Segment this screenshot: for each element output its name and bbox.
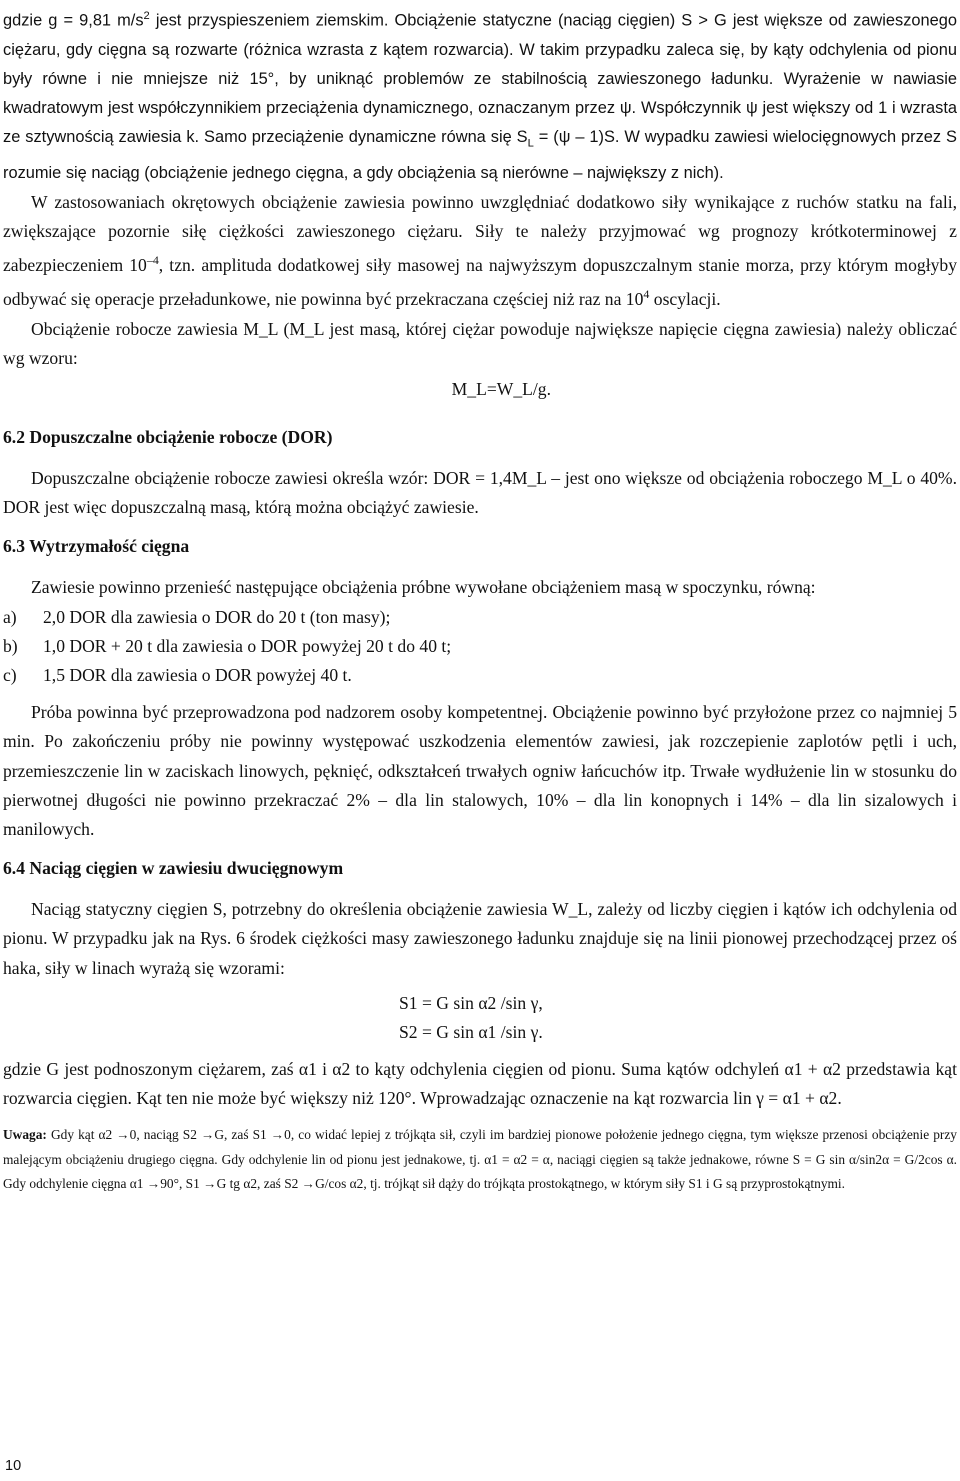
intro-paragraph bbox=[3, 2, 957, 188]
list-item-text: 2,0 DOR dla zawiesia o DOR do 20 t (ton masy); bbox=[43, 606, 391, 627]
intro-text-3: = (ψ – 1)S. W wypadku zawiesi wielocięgnowych przez S rozumie się naciąg (obciążenie jednego cięgna, a gdy obciążenia są nierówne – największy z nich). bbox=[3, 128, 957, 182]
paragraph-dor: Dopuszczalne obciążenie robocze zawiesi określa wzór: DOR = 1,4M_L – jest ono większe od obciążenia roboczego M_L o 40%. DOR jest więc dopuszczalną masą, którą można obciążyć zawiesie. bbox=[3, 467, 957, 518]
p2-text-a: W zastosowaniach okrętowych obciążenie zawiesia powinno uwzględniać dodatkowo siły wynikające z ruchów statku na fali, zwiększające pozornie siłę ciężkości zawieszonego ciężaru. Siły te należy przyjmować wg prognozy krótkoterminowej z zabezpieczeniem 10 bbox=[3, 191, 957, 276]
paragraph-working-load: Obciążenie robocze zawiesia M_L (M_L jest masą, której ciężar powoduje największe napięcie cięgna zawiesia) należy obliczać wg wzoru: bbox=[3, 318, 957, 368]
formula-ml: M_L=W_L/g. bbox=[451, 378, 551, 399]
heading-6-3: 6.3 Wytrzymałość cięgna bbox=[3, 536, 190, 557]
p2-text-b: , tzn. amplituda dodatkowej siły masowej na najwyższym dopuszczalnym stanie morza, przy którym mogłyby odbywać się operacje przeładunkowe, nie powinna być przekraczana częściej niż raz na 10 bbox=[3, 255, 957, 310]
paragraph-strength: Zawiesie powinno przenieść następujące obciążenia próbne wywołane obciążeniem masą w spoczynku, równą: bbox=[31, 577, 816, 598]
list-item bbox=[3, 603, 957, 632]
list-item-text: 1,5 DOR dla zawiesia o DOR powyżej 40 t. bbox=[43, 664, 352, 685]
note-label: Uwaga: bbox=[3, 1127, 47, 1143]
test-load-list bbox=[3, 603, 957, 691]
paragraph-where: gdzie G jest podnoszonym ciężarem, zaś α1 i α2 to kąty odchylenia cięgien od pionu. Suma kątów odchyleń α1 + α2 przedstawia kąt rozwarcia cięgien. Kąt ten nie może być większy niż 120°. Wprowadzając oznaczenie na kąt rozwarcia lin γ = α1 + α2. bbox=[3, 1058, 957, 1108]
paragraph-test: Próba powinna być przeprowadzona pod nadzorem osoby kompetentnej. Obciążenie powinno być przyłożone przez co najmniej 5 min. Po zakończeniu próby nie powinny występować uszkodzenia elementów zawiesi, jak rozczepienie zaplotów pętli i uch, przemieszczenie lin w zaciskach linowych, pęknięć, odkształceń trwałych ogniw łańcuchów itp. Trwałe wydłużenie lin w stosunku do pierwotnej długości nie powinno przekraczać 2% – dla lin stalowych, 10% – dla lin konopnych i 14% – dla lin sizalowych i manilowych. bbox=[3, 702, 957, 839]
note-paragraph bbox=[3, 1123, 957, 1197]
p2-text-c: oscylacji. bbox=[649, 289, 721, 310]
note-text: Gdy kąt α2 →0, naciąg S2 →G, zaś S1 →0, co widać lepiej z trójkąta sił, czyli im bardziej pionowe położenie jednego cięgna, tym większe przenosi obciążenie przy malejącym obciążeniu drugiego cięgna. Gdy odchylenie lin od pionu jest jednakowe, tj. α1 = α2 = α, naciągi cięgien są także jednakowe, równe S = G sin α/sin2α = G/2cos α. Gdy odchylenie cięgna α1 →90°, S1 →G tg α2, zaś S2 →G/cos α2, tj. trójkąt sił dąży do trójkąta prostokątnego, w którym siły S1 i G są przyprostokątnymi. bbox=[3, 1127, 957, 1192]
intro-sup: 2 bbox=[143, 10, 150, 22]
p2-sup: –4 bbox=[146, 253, 159, 268]
heading-6-2: 6.2 Dopuszczalne obciążenie robocze (DOR) bbox=[3, 426, 333, 447]
intro-text-1: gdzie g = 9,81 m/s bbox=[3, 11, 144, 30]
p2-sup2: 4 bbox=[643, 287, 650, 302]
list-item-label: b) bbox=[3, 635, 18, 656]
intro-text-2: jest przyspieszeniem ziemskim. Obciążenie statyczne (naciąg cięgien) S > G jest większe od zawieszonego ciężaru, gdy cięgna są rozwarte (różnica wzrasta z kątem rozwarcia). W takim przypadku zaleca się, by kąty odchylenia od pionu były równe i nie mniejsze niż 15°, by uniknąć problemów ze stabilnością zawieszonego ładunku. Wyrażenie w nawiasie kwadratowym jest współczynnikiem przeciążenia dynamicznego, oznaczanym przez ψ. Współczynnik ψ jest większy od 1 i wzrasta ze sztywnością zawiesia k. Samo przeciążenie dynamiczne równa się S bbox=[3, 11, 957, 147]
list-item bbox=[3, 661, 957, 690]
intro-sub: L bbox=[527, 137, 534, 150]
heading-6-4: 6.4 Naciąg cięgien w zawiesiu dwucięgnowym bbox=[3, 858, 344, 879]
formula-s1: S1 = G sin α2 /sin γ, bbox=[399, 992, 543, 1013]
list-item bbox=[3, 632, 957, 661]
paragraph-ship-loads bbox=[3, 188, 957, 315]
formula-s2: S2 = G sin α1 /sin γ. bbox=[399, 1021, 543, 1042]
list-item-label: c) bbox=[3, 664, 17, 685]
list-item-label: a) bbox=[3, 606, 17, 627]
paragraph-two-leg: Naciąg statyczny cięgien S, potrzebny do określenia obciążenie zawiesia W_L, zależy od liczby cięgien i kątów ich odchylenia od pionu. W przypadku jak na Rys. 6 środek ciężkości masy zawieszonego ładunku znajduje się na linii pionowej przechodzącej przez oś haka, siły w linach wyrażą się wzorami: bbox=[3, 899, 957, 978]
page-number: 10 bbox=[5, 1458, 22, 1474]
list-item-text: 1,0 DOR + 20 t dla zawiesia o DOR powyżej 20 t do 40 t; bbox=[43, 635, 452, 656]
